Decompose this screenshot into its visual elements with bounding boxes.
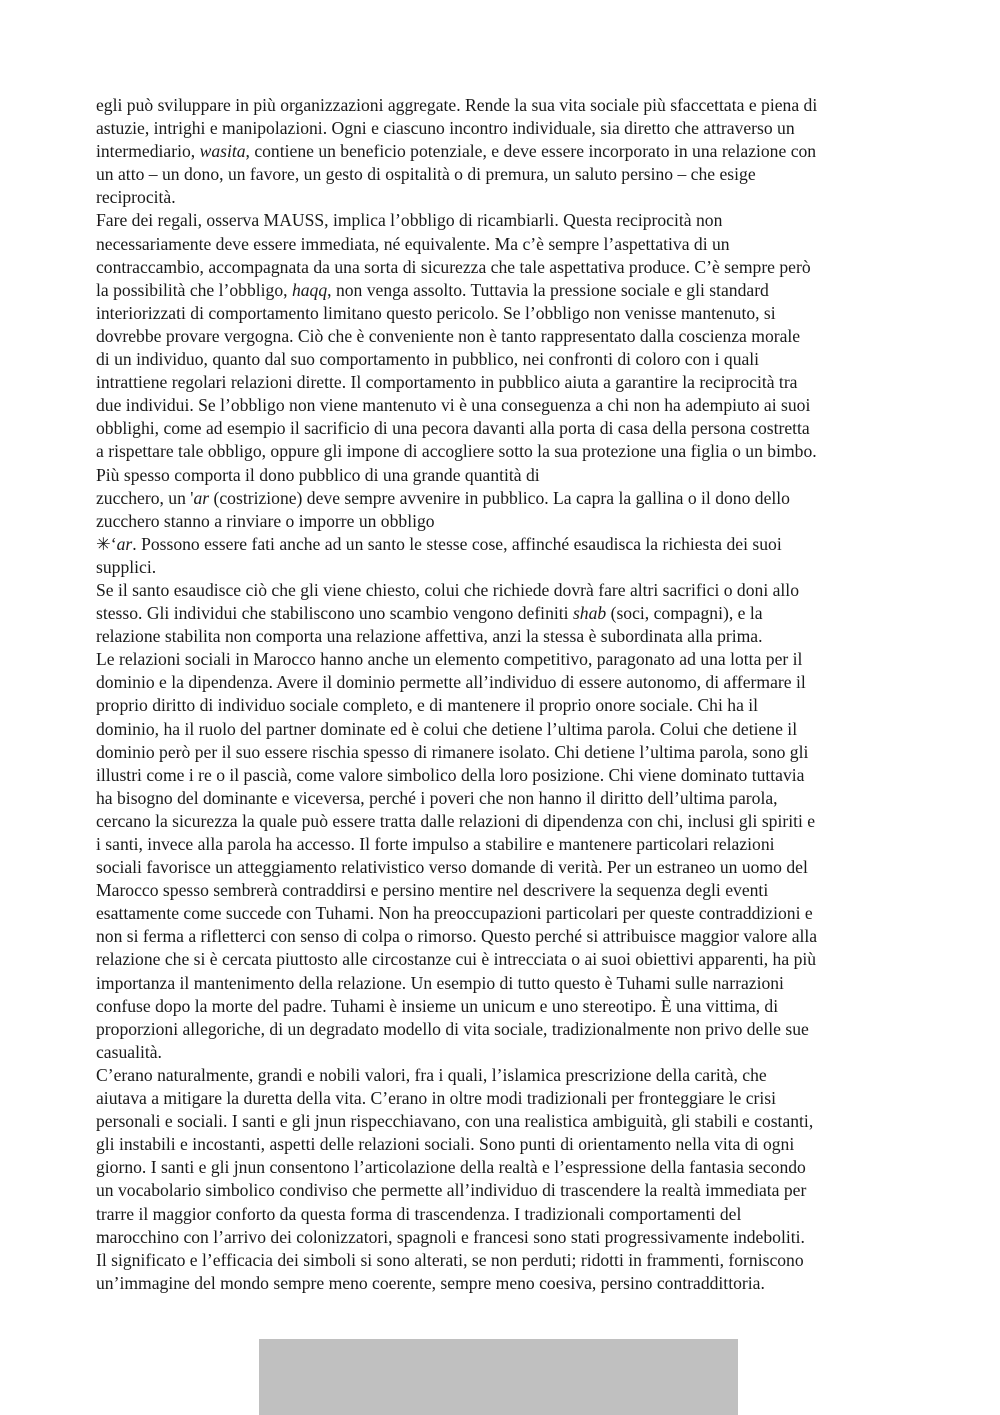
text-line (96, 1133, 926, 1156)
text-run: importanza il mantenimento della relazione. Un esempio di tutto questo è Tuhami sulle narrazioni (96, 972, 784, 993)
text-line (96, 464, 926, 487)
text-run: intermediario, (96, 141, 200, 162)
text-line (96, 1110, 926, 1133)
text-line (96, 948, 926, 971)
text-line (96, 810, 926, 833)
text-run: non si ferma a rifletterci con senso di colpa o rimorso. Questo perché si attribuisce maggior valore alla (96, 926, 818, 947)
text-run: esattamente come succede con Tuhami. Non ha preoccupazioni particolari per queste contraddizioni e (96, 903, 813, 924)
text-run: egli può sviluppare in più organizzazioni aggregate. Rende la sua vita sociale più sfaccettata e piena di (96, 95, 818, 115)
text-line (96, 579, 926, 602)
text-run: supplici. (96, 556, 157, 577)
text-run: necessariamente deve essere immediata, né equivalente. Ma c’è sempre l’aspettativa di un (96, 233, 730, 254)
text-run: Marocco spesso sembrerà contraddirsi e persino mentire nel descrivere la sequenza degli eventi (96, 880, 769, 901)
text-run: C’erano naturalmente, grandi e nobili valori, fra i quali, l’islamica prescrizione della carità, che (96, 1064, 767, 1085)
text-run: confuse dopo la morte del padre. Tuhami è insieme un unicum e uno stereotipo. È una vittima, di (96, 995, 779, 1016)
text-run: stesso. Gli individui che stabiliscono uno scambio vengono definiti (96, 603, 573, 624)
italic-term: haqq (291, 279, 328, 300)
text-line (96, 186, 926, 209)
text-line (96, 394, 926, 417)
text-run: di un individuo, quanto dal suo comportamento in pubblico, nei confronti di coloro con i quali (96, 349, 760, 370)
text-run: un atto – un dono, un favore, un gesto di ospitalità o di premura, un saluto persino – che esige (96, 164, 756, 185)
text-line (96, 787, 926, 810)
text-line (96, 902, 926, 925)
text-line (96, 1087, 926, 1110)
text-line (96, 556, 926, 579)
text-run: i santi, invece alla parola ha accesso. Il forte impulso a stabilire e mantenere particolari relazioni (96, 834, 775, 854)
text-line (96, 764, 926, 787)
text-line (96, 972, 926, 995)
text-run: un vocabolario simbolico condiviso che permette all’individuo di trascendere la realtà immediata per (96, 1180, 807, 1201)
text-line (96, 602, 926, 625)
text-run: sociali favorisce un atteggiamento relativistico verso domande di verità. Per un estraneo un uomo del (96, 857, 808, 878)
text-line (96, 233, 926, 256)
text-run: proporzioni allegoriche, di un degradato modello di vita sociale, tradizionalmente non privo delle sue (96, 1018, 809, 1039)
text-line (96, 533, 926, 556)
page-body-text (96, 94, 926, 1295)
text-run: proprio diritto di individuo sociale completo, e di mantenere il proprio onore sociale. Chi ha il (96, 695, 759, 716)
text-run: marocchino con l’arrivo dei colonizzatori, spagnoli e francesi sono stati progressivamente indeboliti. (96, 1226, 805, 1247)
text-line (96, 995, 926, 1018)
text-line (96, 440, 926, 463)
text-run: giorno. I santi e gli jnun consentono l’articolazione della realtà e l’espressione della fantasia secondo (96, 1157, 806, 1178)
text-run: astuzie, intrighi e manipolazioni. Ogni e ciascuno incontro individuale, sia diretto che attraverso un (96, 118, 795, 139)
text-run: ✳‘ (96, 533, 117, 554)
text-run: reciprocità. (96, 187, 176, 208)
footer-gray-bar (259, 1339, 738, 1415)
text-line (96, 94, 926, 117)
text-run: personali e sociali. I santi e gli jnun rispecchiavano, con una realistica ambiguità, gli stabili e costanti, (96, 1111, 814, 1132)
text-line (96, 1041, 926, 1064)
text-run: casualità. (96, 1041, 162, 1062)
text-run: cercano la sicurezza la quale può essere tratta dalle relazioni di dipendenza con chi, inclusi gli spiriti e (96, 810, 816, 831)
text-line (96, 1203, 926, 1226)
text-run: dominio e la dipendenza. Avere il dominio permette all’individuo di essere autonomo, di affermare il (96, 672, 806, 693)
text-line (96, 671, 926, 694)
text-run: Le relazioni sociali in Marocco hanno anche un elemento competitivo, paragonato ad una lotta per il (96, 649, 803, 670)
text-run: illustri come i re o il pascià, come valore simbolico della loro posizione. Chi viene dominato tuttavia (96, 764, 805, 785)
italic-term: ar (193, 487, 210, 508)
text-line (96, 371, 926, 394)
text-line (96, 718, 926, 741)
text-line (96, 648, 926, 671)
text-line (96, 279, 926, 302)
text-run: Se il santo esaudisce ciò che gli viene chiesto, colui che richiede dovrà fare altri sacrifici o doni allo (96, 579, 799, 600)
text-line (96, 1064, 926, 1087)
text-run: Più spesso comporta il dono pubblico di una grande quantità di (96, 464, 540, 485)
text-line (96, 741, 926, 764)
text-line (96, 117, 926, 140)
text-line (96, 1226, 926, 1249)
text-run: , non venga assolto. Tuttavia la pressione sociale e gli standard (327, 279, 769, 300)
text-line (96, 1018, 926, 1041)
text-run: due individui. Se l’obbligo non viene mantenuto vi è una conseguenza a chi non ha adempiuto ai suoi (96, 395, 811, 416)
text-run: dominio, ha il ruolo del partner dominate ed è colui che detiene l’ultima parola. Colui che detiene il (96, 718, 798, 739)
text-run: trarre il maggior conforto da questa forma di trascendenza. I tradizionali comportamenti del (96, 1203, 742, 1224)
text-line (96, 1156, 926, 1179)
text-run: ha bisogno del dominante e viceversa, perché i poveri che non hanno il diritto dell’ultima parola, (96, 787, 778, 808)
text-run: interiorizzati di comportamento limitano questo pericolo. Se l’obbligo non venisse mantenuto, si (96, 302, 776, 323)
text-run: zucchero, un ' (96, 487, 194, 508)
text-run: Fare dei regali, osserva MAUSS, implica l’obbligo di ricambiarli. Questa reciprocità non (96, 210, 723, 231)
text-line (96, 325, 926, 348)
text-run: obblighi, come ad esempio il sacrificio di una pecora davanti alla porta di casa della persona costretta (96, 418, 810, 439)
text-run: Il significato e l’efficacia dei simboli si sono alterati, se non perduti; ridotti in frammenti, forniscono (96, 1249, 804, 1270)
text-run: la possibilità che l’obbligo, (96, 279, 292, 300)
text-run: aiutava a mitigare la duretta della vita. C’erano in oltre modi tradizionali per fronteggiare le crisi (96, 1088, 777, 1109)
text-line (96, 833, 926, 856)
text-run: relazione stabilita non comporta una relazione affettiva, anzi la stessa è subordinata alla prima. (96, 626, 763, 647)
text-line (96, 856, 926, 879)
text-run: a rispettare tale obbligo, oppure gli impone di accogliere sotto la sua protezione una figlia o un bimbo. (96, 441, 817, 462)
text-line (96, 879, 926, 902)
text-line (96, 925, 926, 948)
text-line (96, 256, 926, 279)
text-run: contraccambio, accompagnata da una sorta di sicurezza che tale aspettativa produce. C’è sempre però (96, 256, 811, 277)
text-run: . Possono essere fati anche ad un santo le stesse cose, affinché esaudisca la richiesta dei suoi (132, 533, 782, 554)
text-line (96, 348, 926, 371)
text-run: relazione che si è cercata piuttosto alle circostanze cui è intrecciata o ai suoi obiettivi apparenti, ha più (96, 949, 817, 970)
text-line (96, 1179, 926, 1202)
text-line (96, 209, 926, 232)
text-line (96, 487, 926, 510)
text-line (96, 302, 926, 325)
text-line (96, 163, 926, 186)
text-run: intrattiene regolari relazioni dirette. Il comportamento in pubblico aiuta a garantire la reciprocità tra (96, 372, 798, 393)
text-line (96, 694, 926, 717)
text-line (96, 1272, 926, 1295)
italic-term: shab (572, 603, 607, 624)
text-line (96, 417, 926, 440)
italic-term: ar (116, 533, 133, 554)
text-run: (costrizione) deve sempre avvenire in pubblico. La capra la gallina o il dono dello (209, 487, 790, 508)
text-run: dominio però per il suo essere rischia spesso di rimanere isolato. Chi detiene l’ultima parola, sono gli (96, 741, 809, 762)
text-run: gli instabili e incostanti, aspetti delle relazioni sociali. Sono punti di orientamento nella vita di ogni (96, 1134, 795, 1155)
text-line (96, 510, 926, 533)
text-run: zucchero stanno a rinviare o imporre un obbligo (96, 510, 435, 531)
text-line (96, 1249, 926, 1272)
text-run: dovrebbe provare vergogna. Ciò che è conveniente non è tanto rappresentato dalla coscienza morale (96, 325, 801, 346)
text-run: (soci, compagni), e la (606, 603, 763, 624)
text-line (96, 625, 926, 648)
text-run: , contiene un beneficio potenziale, e deve essere incorporato in una relazione con (245, 141, 817, 162)
text-run: un’immagine del mondo sempre meno coerente, sempre meno coesiva, persino contraddittoria. (96, 1272, 765, 1293)
text-line (96, 140, 926, 163)
italic-term: wasita (199, 141, 246, 162)
